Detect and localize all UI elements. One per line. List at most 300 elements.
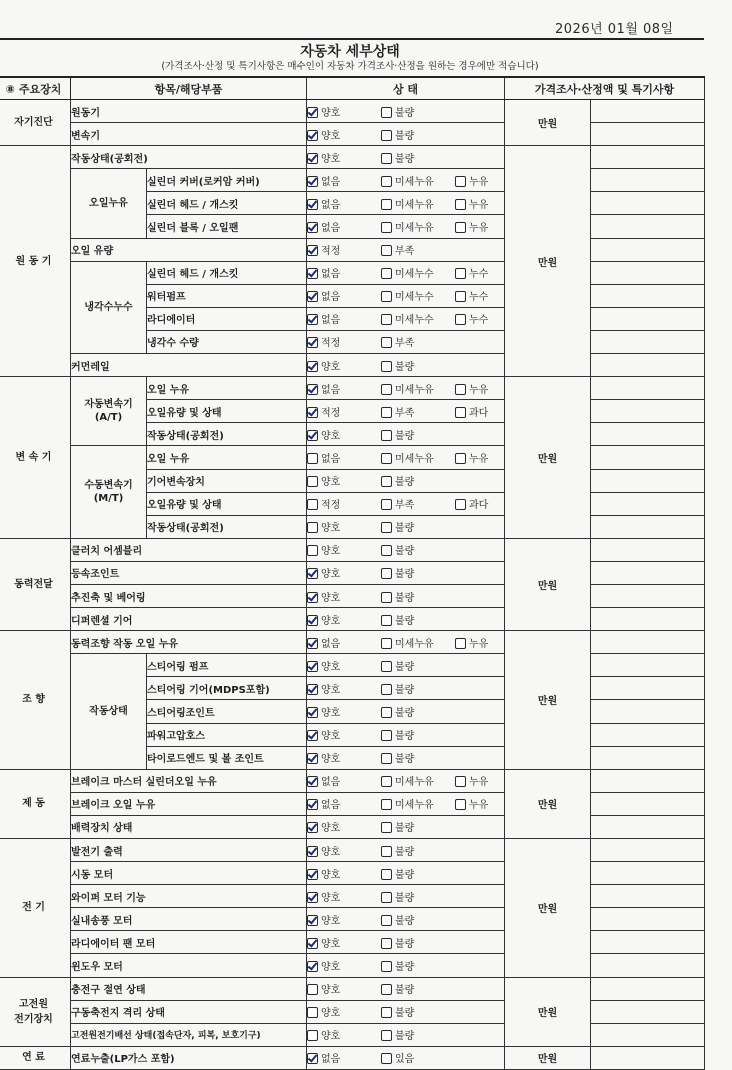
state-option[interactable]	[307, 589, 377, 604]
checkbox[interactable]	[381, 1007, 392, 1018]
note-line[interactable]	[591, 123, 705, 146]
note-line[interactable]	[591, 515, 705, 538]
note-line[interactable]	[591, 1000, 705, 1023]
state-option[interactable]	[455, 796, 488, 811]
note-line[interactable]	[591, 100, 705, 123]
state-option[interactable]	[307, 519, 377, 534]
note-line[interactable]	[591, 815, 705, 838]
state-option[interactable]	[381, 173, 451, 188]
checkbox[interactable]	[381, 892, 392, 903]
checkbox[interactable]	[307, 661, 318, 672]
checkbox[interactable]	[455, 638, 466, 649]
checkbox[interactable]	[455, 799, 466, 810]
state-option[interactable]	[307, 173, 377, 188]
state-option[interactable]	[307, 1027, 377, 1042]
state-option[interactable]	[307, 796, 377, 811]
checkbox[interactable]	[381, 984, 392, 995]
checkbox[interactable]	[455, 176, 466, 187]
price-unit-cell[interactable]: 만원	[505, 977, 591, 1046]
checkbox[interactable]	[307, 707, 318, 718]
state-option[interactable]	[307, 127, 377, 142]
price-unit-cell[interactable]: 만원	[505, 538, 591, 630]
state-option[interactable]	[307, 1004, 377, 1019]
checkbox[interactable]	[307, 476, 318, 487]
note-line[interactable]	[591, 700, 705, 723]
checkbox[interactable]	[307, 638, 318, 649]
state-option[interactable]	[381, 519, 451, 534]
state-option[interactable]	[455, 196, 488, 211]
state-option[interactable]	[381, 565, 451, 580]
checkbox[interactable]	[381, 869, 392, 880]
state-option[interactable]	[381, 196, 451, 211]
checkbox[interactable]	[381, 430, 392, 441]
note-line[interactable]	[591, 608, 705, 631]
state-option[interactable]	[381, 219, 451, 234]
checkbox[interactable]	[455, 314, 466, 325]
note-line[interactable]	[591, 792, 705, 815]
checkbox[interactable]	[307, 268, 318, 279]
checkbox[interactable]	[381, 638, 392, 649]
checkbox[interactable]	[307, 938, 318, 949]
note-line[interactable]	[591, 561, 705, 584]
note-line[interactable]	[591, 746, 705, 769]
checkbox[interactable]	[307, 176, 318, 187]
state-option[interactable]	[381, 589, 451, 604]
checkbox[interactable]	[455, 453, 466, 464]
price-unit-cell[interactable]: 만원	[505, 1046, 591, 1069]
note-line[interactable]	[591, 469, 705, 492]
state-option-label: 양호	[321, 592, 341, 604]
state-option-label: 불량	[395, 661, 415, 673]
note-line[interactable]	[591, 908, 705, 931]
state-option[interactable]	[307, 104, 377, 119]
checkbox[interactable]	[381, 107, 392, 118]
group-cell: 작동상태	[71, 654, 147, 769]
table-row	[0, 862, 705, 885]
checkbox[interactable]	[381, 545, 392, 556]
state-option[interactable]	[307, 196, 377, 211]
checkbox[interactable]	[307, 568, 318, 579]
item-cell: 디퍼렌셜 기어	[71, 608, 307, 631]
state-cell	[307, 862, 505, 885]
state-option-label: 부족	[395, 407, 415, 419]
state-option-label: 불량	[395, 846, 415, 858]
state-option[interactable]	[381, 1027, 451, 1042]
state-option[interactable]	[381, 819, 451, 834]
checkbox[interactable]	[307, 1007, 318, 1018]
checkbox[interactable]	[381, 199, 392, 210]
state-option[interactable]	[307, 381, 377, 396]
checkbox[interactable]	[307, 453, 318, 464]
checkbox[interactable]	[307, 799, 318, 810]
state-option[interactable]	[307, 496, 377, 511]
checkbox[interactable]	[307, 776, 318, 787]
item-cell: 작동상태(공회전)	[147, 423, 307, 446]
state-option[interactable]	[381, 496, 451, 511]
checkbox[interactable]	[307, 430, 318, 441]
state-option-label: 부족	[395, 246, 415, 258]
state-cell	[307, 400, 505, 423]
state-option-label: 양호	[321, 523, 341, 535]
item-cell: 스티어링조인트	[147, 700, 307, 723]
state-option[interactable]	[307, 704, 377, 719]
checkbox[interactable]	[381, 707, 392, 718]
note-line[interactable]	[591, 954, 705, 977]
note-line[interactable]	[591, 146, 705, 169]
checkbox[interactable]	[455, 222, 466, 233]
state-option[interactable]	[307, 658, 377, 673]
state-option[interactable]	[381, 311, 451, 326]
state-option-label: 불량	[395, 615, 415, 627]
checkbox[interactable]	[307, 615, 318, 626]
checkbox[interactable]	[307, 107, 318, 118]
state-option-label: 미세누수	[395, 292, 434, 304]
state-option[interactable]	[381, 750, 451, 765]
state-option[interactable]	[381, 404, 451, 419]
table-row	[0, 538, 705, 561]
note-line[interactable]	[591, 192, 705, 215]
checkbox[interactable]	[307, 822, 318, 833]
checkbox[interactable]	[381, 938, 392, 949]
state-option[interactable]	[307, 981, 377, 996]
state-option[interactable]	[381, 1050, 451, 1065]
state-option[interactable]	[307, 750, 377, 765]
state-cell	[307, 354, 505, 377]
state-option[interactable]	[307, 219, 377, 234]
price-unit-cell[interactable]: 만원	[505, 377, 591, 539]
state-option[interactable]	[381, 242, 451, 257]
state-option-label: 부족	[395, 500, 415, 512]
note-line[interactable]	[591, 862, 705, 885]
checkbox[interactable]	[307, 199, 318, 210]
state-option-label: 없음	[321, 638, 341, 650]
state-option[interactable]	[307, 565, 377, 580]
state-option-label: 불량	[395, 1031, 415, 1043]
item-cell: 고전원전기배선 상태(접속단자, 피복, 보호기구)	[71, 1023, 307, 1046]
note-line[interactable]	[591, 330, 705, 353]
state-option[interactable]	[381, 427, 451, 442]
state-option[interactable]	[381, 704, 451, 719]
checkbox[interactable]	[381, 291, 392, 302]
state-option[interactable]	[455, 173, 488, 188]
state-option[interactable]	[307, 958, 377, 973]
checkbox[interactable]	[307, 984, 318, 995]
note-line[interactable]	[591, 238, 705, 261]
state-cell	[307, 446, 505, 469]
state-option[interactable]	[455, 773, 488, 788]
form-subtitle: (가격조사·산정 및 특기사항은 매수인이 자동차 가격조사·산정을 원하는 경우에만 적습니다)	[161, 61, 539, 72]
state-option[interactable]	[381, 473, 451, 488]
checkbox[interactable]	[307, 245, 318, 256]
checkbox[interactable]	[381, 499, 392, 510]
state-option-label: 과다	[469, 407, 489, 419]
state-option[interactable]	[307, 1050, 377, 1065]
state-option[interactable]	[307, 334, 377, 349]
checkbox[interactable]	[381, 476, 392, 487]
checkbox[interactable]	[307, 337, 318, 348]
checkbox[interactable]	[307, 961, 318, 972]
checkbox[interactable]	[455, 291, 466, 302]
checkbox[interactable]	[307, 291, 318, 302]
state-option[interactable]	[381, 104, 451, 119]
note-line[interactable]	[591, 261, 705, 284]
checkbox[interactable]	[307, 684, 318, 695]
state-option-label: 양호	[321, 361, 341, 373]
state-option[interactable]	[307, 635, 377, 650]
state-cell	[307, 307, 505, 330]
note-line[interactable]	[591, 631, 705, 654]
state-cell	[307, 931, 505, 954]
checkbox[interactable]	[381, 1030, 392, 1041]
state-option[interactable]	[381, 612, 451, 627]
checkbox[interactable]	[381, 176, 392, 187]
note-line[interactable]	[591, 538, 705, 561]
item-cell: 연료누출(LP가스 포함)	[71, 1046, 307, 1069]
state-option[interactable]	[381, 381, 451, 396]
checkbox[interactable]	[455, 499, 466, 510]
checkbox[interactable]	[307, 407, 318, 418]
header-item: 항목/해당부품	[71, 77, 307, 100]
checkbox[interactable]	[307, 1030, 318, 1041]
checkbox[interactable]	[381, 615, 392, 626]
state-option[interactable]	[307, 889, 377, 904]
state-option-label: 양호	[321, 661, 341, 673]
checkbox[interactable]	[307, 222, 318, 233]
state-option[interactable]	[381, 334, 451, 349]
note-line[interactable]	[591, 354, 705, 377]
checkbox[interactable]	[381, 314, 392, 325]
state-option-label: 양호	[321, 569, 341, 581]
checkbox[interactable]	[381, 384, 392, 395]
state-option-label: 양호	[321, 938, 341, 950]
item-cell: 냉각수 수량	[147, 330, 307, 353]
checkbox[interactable]	[307, 892, 318, 903]
note-line[interactable]	[591, 584, 705, 607]
checkbox[interactable]	[381, 961, 392, 972]
checkbox[interactable]	[381, 361, 392, 372]
note-line[interactable]	[591, 307, 705, 330]
checkbox[interactable]	[307, 314, 318, 325]
checkbox[interactable]	[307, 846, 318, 857]
state-option[interactable]	[307, 288, 377, 303]
checkbox[interactable]	[307, 545, 318, 556]
state-option[interactable]	[381, 127, 451, 142]
checkbox[interactable]	[455, 199, 466, 210]
note-line[interactable]	[591, 446, 705, 469]
state-option[interactable]	[307, 612, 377, 627]
note-line[interactable]	[591, 169, 705, 192]
state-option-label: 없음	[321, 1054, 341, 1066]
state-option[interactable]	[455, 219, 488, 234]
state-option-label: 누수	[469, 269, 489, 281]
group-cell: 자동변속기 (A/T)	[71, 377, 147, 446]
state-option[interactable]	[307, 681, 377, 696]
checkbox[interactable]	[381, 453, 392, 464]
checkbox[interactable]	[307, 153, 318, 164]
checkbox[interactable]	[381, 776, 392, 787]
state-option[interactable]	[381, 796, 451, 811]
note-line[interactable]	[591, 423, 705, 446]
checkbox[interactable]	[307, 361, 318, 372]
state-option[interactable]	[381, 658, 451, 673]
state-option-label: 누수	[469, 292, 489, 304]
note-line[interactable]	[591, 284, 705, 307]
price-unit-cell[interactable]: 만원	[505, 631, 591, 770]
checkbox[interactable]	[455, 776, 466, 787]
note-line[interactable]	[591, 977, 705, 1000]
state-option[interactable]	[307, 866, 377, 881]
state-option[interactable]	[455, 311, 488, 326]
state-option[interactable]	[381, 981, 451, 996]
checkbox[interactable]	[381, 846, 392, 857]
item-cell: 발전기 출력	[71, 839, 307, 862]
state-option[interactable]	[381, 635, 451, 650]
state-option[interactable]	[381, 150, 451, 165]
checkbox[interactable]	[381, 337, 392, 348]
note-line[interactable]	[591, 654, 705, 677]
checkbox[interactable]	[381, 592, 392, 603]
checkbox[interactable]	[455, 407, 466, 418]
state-option-label: 불량	[395, 592, 415, 604]
checkbox[interactable]	[455, 268, 466, 279]
checkbox[interactable]	[307, 869, 318, 880]
state-option[interactable]	[381, 288, 451, 303]
checkbox[interactable]	[381, 753, 392, 764]
note-line[interactable]	[591, 215, 705, 238]
device-cell: 변 속 기	[0, 377, 71, 539]
table-row	[0, 885, 705, 908]
state-option-label: 양호	[321, 915, 341, 927]
item-cell: 등속조인트	[71, 561, 307, 584]
state-option[interactable]	[307, 542, 377, 557]
state-option[interactable]	[455, 450, 488, 465]
price-unit-cell[interactable]: 만원	[505, 769, 591, 838]
state-option[interactable]	[307, 935, 377, 950]
table-row	[0, 769, 705, 792]
state-option[interactable]	[381, 843, 451, 858]
checkbox[interactable]	[381, 799, 392, 810]
checkbox[interactable]	[381, 522, 392, 533]
note-line[interactable]	[591, 1023, 705, 1046]
checkbox[interactable]	[381, 268, 392, 279]
note-line[interactable]	[591, 839, 705, 862]
checkbox[interactable]	[307, 130, 318, 141]
price-unit-cell[interactable]: 만원	[505, 146, 591, 377]
checkbox[interactable]	[381, 222, 392, 233]
state-option[interactable]	[381, 958, 451, 973]
state-option[interactable]	[455, 635, 488, 650]
note-line[interactable]	[591, 1046, 705, 1069]
header-price: 가격조사·산정액 및 특기사항	[505, 77, 705, 100]
state-option[interactable]	[307, 773, 377, 788]
state-option[interactable]	[307, 912, 377, 927]
item-cell: 배력장치 상태	[71, 815, 307, 838]
group-cell: 오일누유	[71, 169, 147, 238]
item-cell: 작동상태(공회전)	[147, 515, 307, 538]
state-option[interactable]	[381, 265, 451, 280]
state-option[interactable]	[307, 427, 377, 442]
state-option[interactable]	[455, 381, 488, 396]
checkbox[interactable]	[307, 522, 318, 533]
state-option[interactable]	[381, 681, 451, 696]
note-line[interactable]	[591, 769, 705, 792]
checkbox[interactable]	[381, 661, 392, 672]
state-option[interactable]	[307, 242, 377, 257]
checkbox[interactable]	[381, 130, 392, 141]
item-cell: 변속기	[71, 123, 307, 146]
state-cell	[307, 746, 505, 769]
state-option[interactable]	[381, 1004, 451, 1019]
state-option[interactable]	[307, 404, 377, 419]
checkbox[interactable]	[307, 499, 318, 510]
state-option[interactable]	[381, 912, 451, 927]
checkbox[interactable]	[307, 592, 318, 603]
state-option[interactable]	[455, 404, 488, 419]
state-option[interactable]	[455, 288, 488, 303]
state-cell	[307, 215, 505, 238]
item-cell: 브레이크 오일 누유	[71, 792, 307, 815]
device-cell: 연 료	[0, 1046, 71, 1069]
checkbox[interactable]	[381, 822, 392, 833]
state-option[interactable]	[307, 843, 377, 858]
state-option[interactable]	[307, 265, 377, 280]
state-option[interactable]	[307, 727, 377, 742]
state-cell	[307, 261, 505, 284]
state-option[interactable]	[381, 866, 451, 881]
state-option[interactable]	[455, 496, 488, 511]
state-option[interactable]	[307, 819, 377, 834]
note-line[interactable]	[591, 677, 705, 700]
state-option[interactable]	[381, 542, 451, 557]
checkbox[interactable]	[381, 153, 392, 164]
checkbox[interactable]	[307, 730, 318, 741]
checkbox[interactable]	[307, 1053, 318, 1064]
note-line[interactable]	[591, 723, 705, 746]
state-option[interactable]	[381, 773, 451, 788]
checkbox[interactable]	[307, 384, 318, 395]
state-option[interactable]	[381, 450, 451, 465]
state-option[interactable]	[381, 358, 451, 373]
state-option[interactable]	[381, 727, 451, 742]
checkbox[interactable]	[381, 915, 392, 926]
checkbox[interactable]	[307, 915, 318, 926]
checkbox[interactable]	[307, 753, 318, 764]
checkbox[interactable]	[381, 245, 392, 256]
note-line[interactable]	[591, 885, 705, 908]
state-option[interactable]	[307, 473, 377, 488]
price-unit-cell[interactable]: 만원	[505, 839, 591, 978]
checkbox[interactable]	[381, 568, 392, 579]
checkbox[interactable]	[381, 1053, 392, 1064]
state-option[interactable]	[381, 889, 451, 904]
note-line[interactable]	[591, 492, 705, 515]
state-option[interactable]	[307, 311, 377, 326]
state-option[interactable]	[307, 358, 377, 373]
price-unit-cell[interactable]: 만원	[505, 100, 591, 146]
checkbox[interactable]	[455, 384, 466, 395]
state-option[interactable]	[307, 150, 377, 165]
note-line[interactable]	[591, 931, 705, 954]
state-option[interactable]	[381, 935, 451, 950]
checkbox[interactable]	[381, 730, 392, 741]
note-line[interactable]	[591, 377, 705, 400]
note-line[interactable]	[591, 400, 705, 423]
state-option[interactable]	[455, 265, 488, 280]
checkbox[interactable]	[381, 684, 392, 695]
state-option[interactable]	[307, 450, 377, 465]
state-cell	[307, 169, 505, 192]
checkbox[interactable]	[381, 407, 392, 418]
